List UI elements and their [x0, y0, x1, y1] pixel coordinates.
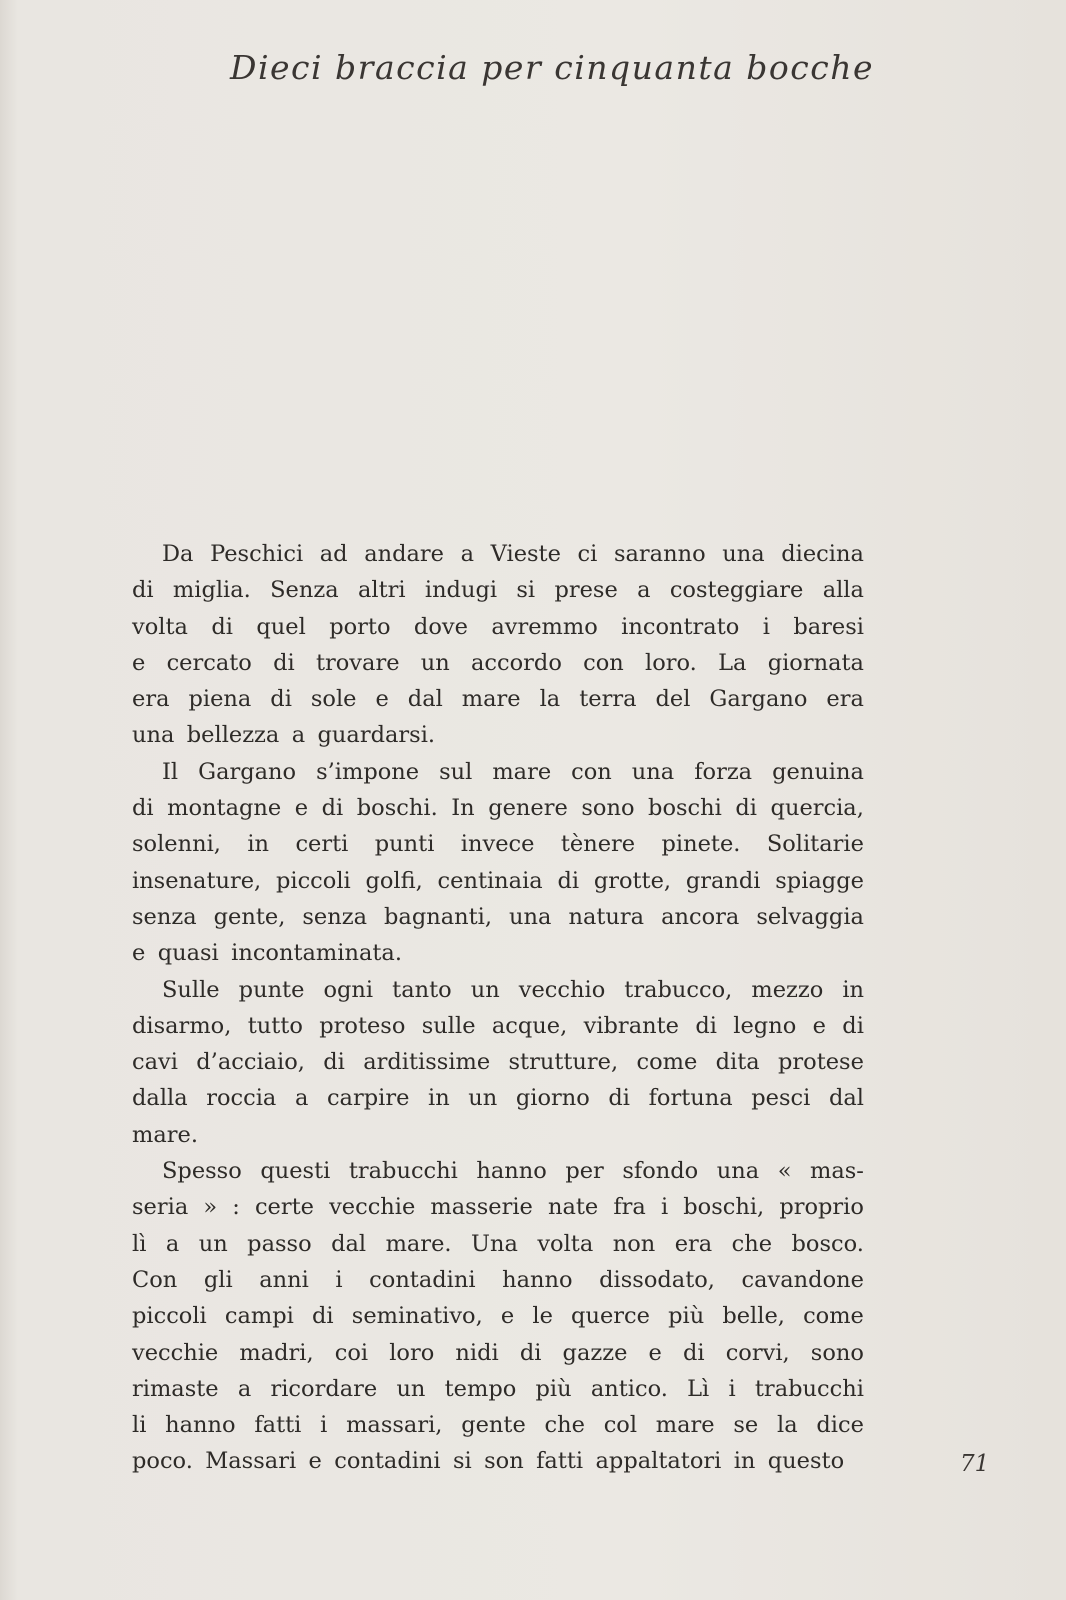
text-line: Spesso questi trabucchi hanno per sfondo una « mas-	[162, 1158, 864, 1185]
text-line: dalla roccia a carpire in un giorno di fortuna pesci dal	[132, 1085, 864, 1112]
text-line: vecchie madri, coi loro nidi di gazze e di corvi, sono	[132, 1339, 864, 1366]
body-text	[132, 536, 864, 1480]
paragraph	[132, 536, 864, 754]
paragraph	[132, 972, 864, 1153]
text-line: una bellezza a guardarsi.	[132, 722, 436, 749]
text-line: Con gli anni i contadini hanno dissodato, cavandone	[132, 1266, 864, 1293]
text-line: Il Gargano s’impone sul mare con una forza genuina	[162, 758, 864, 785]
text-line: di montagne e di boschi. In genere sono boschi di quercia,	[132, 795, 864, 822]
paragraph	[132, 754, 864, 972]
text-line: e quasi incontaminata.	[132, 940, 402, 967]
text-line: insenature, piccoli golfi, centinaia di grotte, grandi spiagge	[132, 867, 864, 894]
text-line: piccoli campi di seminativo, e le querce più belle, come	[132, 1303, 864, 1330]
text-line: li hanno fatti i massari, gente che col mare se la dice	[132, 1412, 864, 1439]
text-line: senza gente, senza bagnanti, una natura ancora selvaggia	[132, 903, 864, 930]
text-line: e cercato di trovare un accordo con loro. La giornata	[132, 649, 864, 676]
page-number: 71	[960, 1451, 990, 1477]
text-line: rimaste a ricordare un tempo più antico. Lì i trabucchi	[132, 1375, 864, 1402]
text-line: disarmo, tutto proteso sulle acque, vibrante di legno e di	[132, 1012, 864, 1039]
text-line: era piena di sole e dal mare la terra del Gargano era	[132, 686, 864, 713]
text-line: mare.	[132, 1121, 198, 1148]
text-line: seria » : certe vecchie masserie nate fra i boschi, proprio	[132, 1194, 864, 1221]
text-line: volta di quel porto dove avremmo incontrato i baresi	[132, 613, 864, 640]
text-line: Sulle punte ogni tanto un vecchio trabucco, mezzo in	[162, 976, 864, 1003]
text-line: lì a un passo dal mare. Una volta non era che bosco.	[132, 1230, 864, 1257]
text-line: solenni, in certi punti invece tènere pinete. Solitarie	[132, 831, 864, 858]
text-line: di miglia. Senza altri indugi si prese a costeggiare alla	[132, 577, 864, 604]
running-head: Dieci braccia per cinquanta bocche	[229, 48, 874, 87]
text-line: poco. Massari e contadini si son fatti appaltatori in questo	[132, 1448, 845, 1475]
text-line: Da Peschici ad andare a Vieste ci saranno una diecina	[162, 541, 864, 567]
text-line: cavi d’acciaio, di arditissime strutture, come dita protese	[132, 1049, 864, 1076]
paragraph	[132, 1153, 864, 1480]
